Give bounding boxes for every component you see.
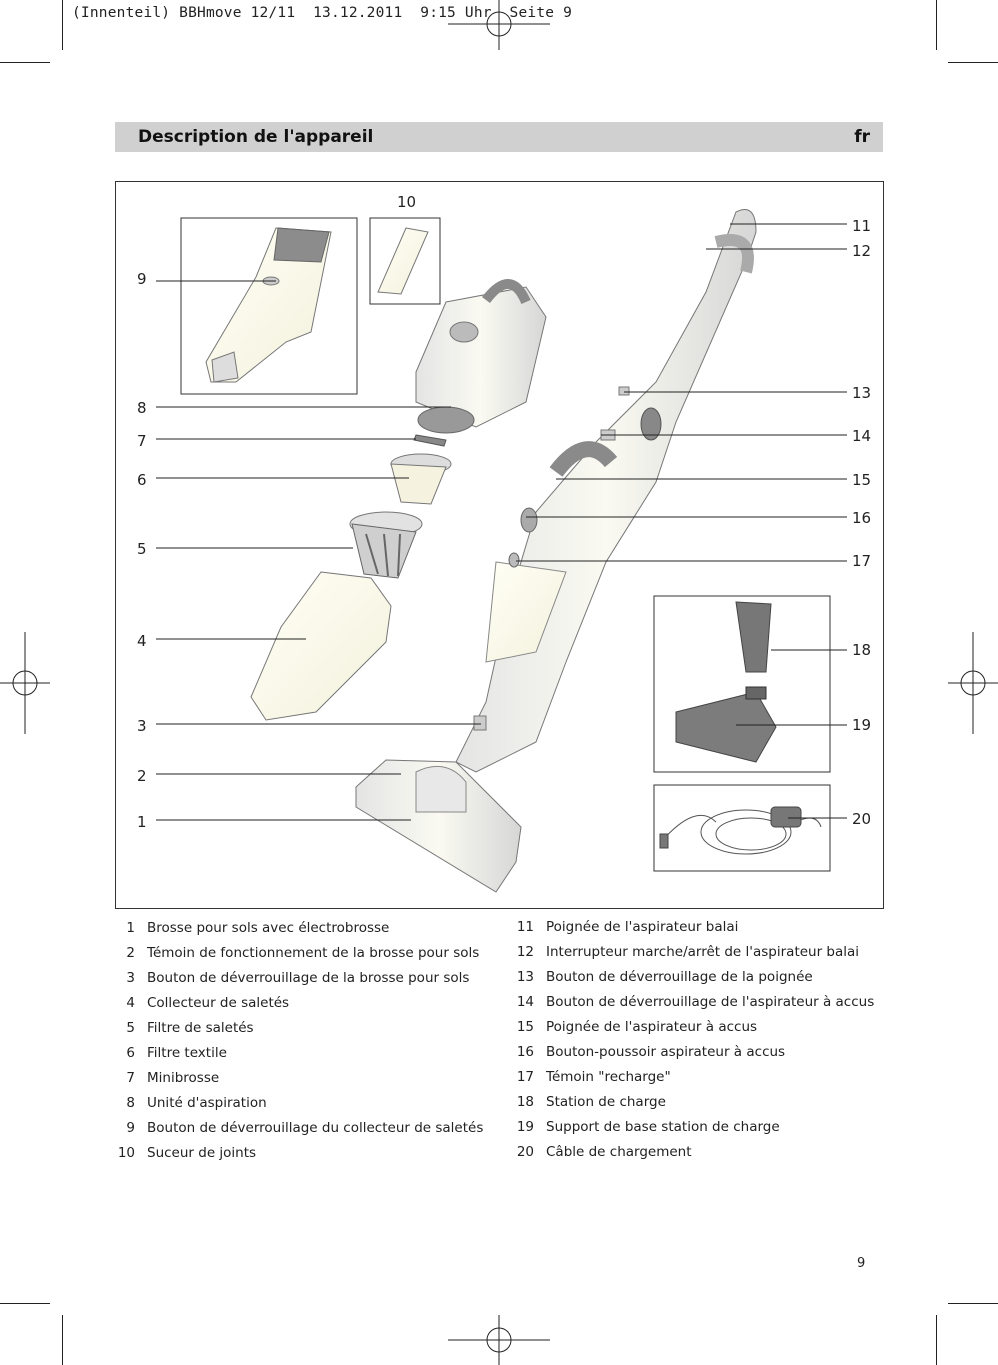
callout-13: 13	[852, 384, 872, 402]
section-header	[115, 122, 883, 152]
legend-text: Bouton de déverrouillage de la poignée	[546, 969, 813, 985]
legend-text: Câble de chargement	[546, 1144, 692, 1160]
charging-cable-drawing	[660, 807, 821, 854]
crop-mark-bottom-right-v	[936, 1315, 937, 1365]
crop-mark-top-right-v	[936, 0, 937, 50]
charging-station-drawing	[676, 602, 776, 762]
callout-10: 10	[397, 193, 417, 211]
legend-number: 9	[126, 1120, 135, 1136]
legend-text: Filtre textile	[147, 1045, 227, 1061]
crop-mark-bottom-right-h	[948, 1303, 998, 1304]
legend-text: Bouton-poussoir aspirateur à accus	[546, 1044, 786, 1060]
page-number: 9	[857, 1256, 866, 1271]
legend-number: 15	[516, 1019, 534, 1035]
crop-mark-top-right-h	[948, 62, 998, 63]
legend-text: Filtre de saletés	[147, 1020, 254, 1036]
callout-9: 9	[137, 270, 147, 288]
suction-unit-drawing	[416, 284, 546, 433]
callout-4: 4	[137, 632, 147, 650]
legend-text: Bouton de déverrouillage du collecteur de saletés	[147, 1120, 484, 1136]
callout-12: 12	[852, 242, 872, 260]
appliance-illustration	[116, 182, 883, 908]
callout-14: 14	[852, 427, 872, 445]
legend-number: 7	[126, 1070, 135, 1086]
callout-5: 5	[137, 540, 147, 558]
legend-number: 14	[516, 994, 534, 1010]
legend-text: Support de base station de charge	[546, 1119, 780, 1135]
callout-20: 20	[852, 810, 872, 828]
section-title: Description de l'appareil	[138, 127, 374, 147]
legend-number: 3	[126, 970, 135, 986]
dirt-filter-drawing	[350, 512, 422, 578]
legend-number: 10	[117, 1145, 135, 1161]
legend-number: 16	[516, 1044, 534, 1060]
callout-6: 6	[137, 471, 147, 489]
legend-text: Poignée de l'aspirateur balai	[546, 919, 739, 935]
legend-right	[514, 919, 894, 1169]
callout-16: 16	[852, 509, 872, 527]
legend-number: 4	[126, 995, 135, 1011]
minibrush-drawing	[414, 435, 446, 446]
legend-text: Interrupteur marche/arrêt de l'aspirateur balai	[546, 944, 860, 960]
legend-text: Suceur de joints	[147, 1145, 257, 1161]
legend-text: Bouton de déverrouillage de la brosse pour sols	[147, 970, 470, 986]
legend-number: 1	[126, 920, 135, 936]
callout-1: 1	[137, 813, 147, 831]
floor-brush-drawing	[356, 760, 521, 892]
callout-2: 2	[137, 767, 147, 785]
crop-mark-top-left-h	[0, 62, 50, 63]
legend-text: Témoin de fonctionnement de la brosse pour sols	[147, 945, 480, 961]
legend-number: 13	[516, 969, 534, 985]
inset-cable-frame	[654, 785, 830, 871]
legend-text: Bouton de déverrouillage de l'aspirateur à accus	[546, 994, 875, 1010]
callout-18: 18	[852, 641, 872, 659]
legend-number: 17	[516, 1069, 534, 1085]
crop-mark-bottom-left-h	[0, 1303, 50, 1304]
legend-number: 6	[126, 1045, 135, 1061]
legend-text: Station de charge	[546, 1094, 666, 1110]
registration-mark-top	[448, 0, 550, 50]
legend-number: 8	[126, 1095, 135, 1111]
callout-17: 17	[852, 552, 872, 570]
registration-mark-bottom	[448, 1315, 550, 1365]
print-slug: (Innenteil) BBHmove 12/11 13.12.2011 9:15 Uhr Seite 9	[72, 5, 573, 21]
legend-number: 12	[516, 944, 534, 960]
legend-number: 18	[516, 1094, 534, 1110]
legend-number: 19	[516, 1119, 534, 1135]
legend-text: Poignée de l'aspirateur à accus	[546, 1019, 758, 1035]
handheld-vacuum-drawing	[206, 228, 331, 382]
dirt-container-drawing	[251, 572, 391, 720]
legend-text: Collecteur de saletés	[147, 995, 290, 1011]
textile-filter-drawing	[391, 454, 451, 504]
language-code: fr	[854, 127, 870, 147]
legend-text: Minibrosse	[147, 1070, 220, 1086]
legend-left	[115, 920, 505, 1170]
legend-text: Brosse pour sols avec électrobrosse	[147, 920, 390, 936]
callout-3: 3	[137, 717, 147, 735]
legend-text: Unité d'aspiration	[147, 1095, 267, 1111]
appliance-diagram	[115, 181, 884, 909]
legend-number: 20	[516, 1144, 534, 1160]
legend-text: Témoin "recharge"	[546, 1069, 671, 1085]
crevice-nozzle-drawing	[378, 228, 428, 294]
registration-mark-left	[0, 632, 50, 734]
callout-19: 19	[852, 716, 872, 734]
crop-mark-bottom-left-v	[62, 1315, 63, 1365]
callout-7: 7	[137, 432, 147, 450]
callout-15: 15	[852, 471, 872, 489]
crop-mark-top-left-v	[62, 0, 63, 50]
legend-number: 11	[516, 919, 534, 935]
legend-number: 2	[126, 945, 135, 961]
callout-11: 11	[852, 217, 872, 235]
callout-8: 8	[137, 399, 147, 417]
legend-number: 5	[126, 1020, 135, 1036]
registration-mark-right	[948, 632, 998, 734]
